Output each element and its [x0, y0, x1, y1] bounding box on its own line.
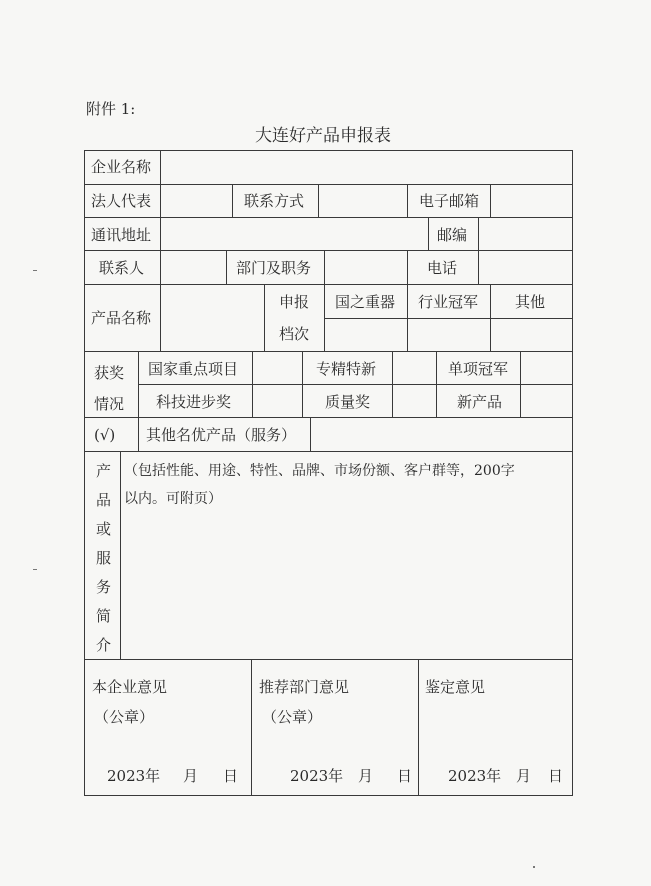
- grade-label-bottom: 档次: [279, 325, 310, 343]
- scan-speck: [533, 866, 535, 868]
- award-quality: 质量奖: [325, 393, 371, 411]
- award-national-key-check[interactable]: [253, 352, 302, 384]
- scan-speck: [33, 270, 37, 271]
- attachment-label: 附件 1:: [86, 100, 136, 118]
- award-national-key: 国家重点项目: [148, 360, 239, 378]
- award-single-champion: 单项冠军: [448, 360, 509, 378]
- company-name-field[interactable]: [161, 151, 572, 184]
- email-label: 电子邮箱: [419, 192, 480, 210]
- contact-method-label: 联系方式: [244, 192, 305, 210]
- award-specialized: 专精特新: [316, 360, 377, 378]
- award-new-product: 新产品: [457, 393, 503, 411]
- legal-rep-label: 法人代表: [91, 192, 152, 210]
- postcode-field[interactable]: [479, 218, 572, 250]
- intro-text-area[interactable]: [121, 512, 572, 658]
- award-quality-check[interactable]: [393, 385, 436, 417]
- product-name-field[interactable]: [161, 285, 264, 351]
- grade-option-national: 国之重器: [335, 293, 396, 311]
- contact-person-label: 联系人: [99, 259, 145, 277]
- phone-label: 电话: [427, 259, 458, 277]
- awards-label-2: 情况: [94, 395, 125, 413]
- award-other-field[interactable]: [311, 418, 572, 451]
- award-sci-tech-check[interactable]: [253, 385, 302, 417]
- awards-label-1: 获奖: [94, 364, 125, 382]
- phone-field[interactable]: [479, 251, 572, 284]
- company-name-label: 企业名称: [91, 158, 152, 176]
- postcode-label: 邮编: [437, 226, 468, 244]
- dept-position-field[interactable]: [325, 251, 407, 284]
- product-name-label: 产品名称: [91, 309, 152, 327]
- address-field[interactable]: [161, 218, 428, 250]
- award-single-champion-check[interactable]: [521, 352, 572, 384]
- contact-method-field[interactable]: [319, 185, 407, 217]
- email-field[interactable]: [491, 185, 572, 217]
- grade-check-national[interactable]: [325, 319, 407, 351]
- grade-label-top: 申报: [279, 293, 310, 311]
- grade-option-other: 其他: [515, 293, 546, 311]
- form-title: 大连好产品申报表: [255, 126, 391, 146]
- grade-check-industry[interactable]: [408, 319, 490, 351]
- award-sci-tech: 科技进步奖: [156, 393, 232, 411]
- address-label: 通讯地址: [91, 226, 152, 244]
- awards-label-3: (√): [94, 426, 116, 444]
- grade-option-industry: 行业冠军: [418, 293, 479, 311]
- award-other-label: 其他名优产品（服务）: [146, 426, 297, 444]
- legal-rep-field[interactable]: [161, 185, 232, 217]
- award-new-product-check[interactable]: [521, 385, 572, 417]
- contact-person-field[interactable]: [161, 251, 226, 284]
- scan-speck: [33, 569, 37, 570]
- award-specialized-check[interactable]: [393, 352, 436, 384]
- intro-hint-line2: 以内。可附页）: [124, 491, 222, 507]
- dept-position-label: 部门及职务: [236, 259, 312, 277]
- grade-check-other[interactable]: [491, 319, 572, 351]
- intro-hint-line1: （包括性能、用途、特性、品牌、市场份额、客户群等，200字: [124, 463, 515, 479]
